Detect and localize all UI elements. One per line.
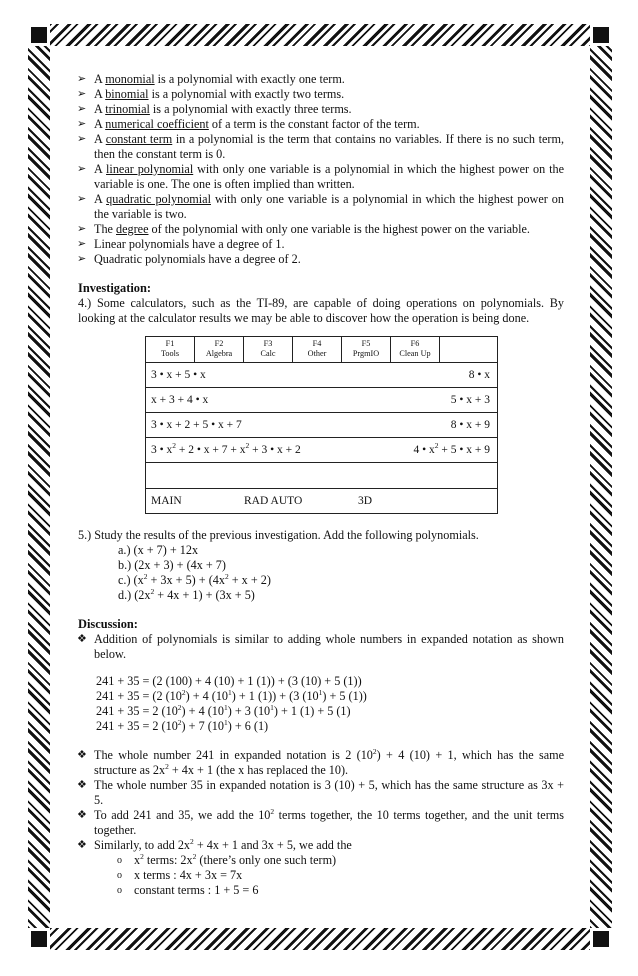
arrow-bullet-icon: ➢ bbox=[77, 73, 87, 85]
discussion-points bbox=[78, 748, 564, 898]
exercise-item: c.) $(x^2 + 3x + 5) + (4x^2 + x + 2)$ bbox=[118, 571, 271, 587]
list-item: ➢ Quadratic polynomials have a degree of 2. bbox=[77, 252, 301, 266]
diamond-bullet-icon: ❖ bbox=[77, 779, 87, 791]
decorative-border-right bbox=[590, 24, 612, 950]
calculator-history-row: x + 3 + 4 • x 5 • x + 3 bbox=[146, 388, 497, 413]
equation-line: 241 + 35 = (2 (100) + 4 (10) + 1 (1)) + (3 (10) + 5 (1)) bbox=[96, 674, 362, 688]
study-intro: 5.) Study the results of the previous investigation. Add the following polynomials. bbox=[78, 528, 479, 542]
circle-bullet-icon: o bbox=[117, 885, 122, 896]
diamond-bullet-icon: ❖ bbox=[77, 633, 87, 645]
arrow-bullet-icon: ➢ bbox=[77, 88, 87, 100]
decorative-border-bottom bbox=[28, 928, 610, 950]
calculator-menu-bar bbox=[146, 337, 497, 363]
calculator-history-row: 3 • x + 5 • x 8 • x bbox=[146, 363, 497, 388]
list-item: ➢ A constant term in a polynomial is the term that contains no variables. If there is no such term, then the constant term is 0. bbox=[77, 132, 564, 161]
arrow-bullet-icon: ➢ bbox=[77, 163, 87, 175]
border-corner-icon bbox=[28, 928, 50, 950]
document-body bbox=[78, 72, 564, 898]
arrow-bullet-icon: ➢ bbox=[77, 223, 87, 235]
expanded-notation-example bbox=[78, 674, 564, 734]
equation-line: 241 + 35 = 2 $(10^2) + 4$ $(10^1) + 3$ $(10^1) + 1$ (1) + 5 (1) bbox=[96, 702, 351, 718]
calculator-entry-line bbox=[146, 463, 497, 489]
exercise-item: d.) $(2x^2 + 4x + 1) + (3x + 5)$ bbox=[118, 586, 255, 602]
list-item: ➢ A binomial is a polynomial with exactly two terms. bbox=[77, 87, 345, 101]
list-item: ❖ Similarly, to add $2x^2 + 4x + 1$ and 3x + 5, we add the bbox=[77, 836, 352, 852]
list-item: ➢ A trinomial is a polynomial with exactly three terms. bbox=[77, 102, 352, 116]
list-item: ➢ A linear polynomial with only one variable is a polynomial in which the highest power on the variable is one. The one is often implied than written. bbox=[77, 162, 564, 191]
sub-list-item: o $x^2$ terms: $2x^2$ (there’s only one such term) bbox=[117, 851, 337, 867]
list-item: ➢ The degree of the polynomial with only one variable is the highest power on the variable. bbox=[77, 222, 530, 236]
calculator-history-row: 3 • x + 2 + 5 • x + 7 8 • x + 9 bbox=[146, 413, 497, 438]
discussion-heading: Discussion: bbox=[78, 617, 138, 631]
arrow-bullet-icon: ➢ bbox=[77, 238, 87, 250]
list-item: ➢ A numerical coefficient of a term is the constant factor of the term. bbox=[77, 117, 420, 131]
circle-bullet-icon: o bbox=[117, 855, 122, 866]
arrow-bullet-icon: ➢ bbox=[77, 193, 87, 205]
border-corner-icon bbox=[28, 24, 50, 46]
list-item: ❖ To add 241 and 35, we add the $10^2$ terms together, the 10 terms together, and the unit terms together. bbox=[77, 806, 565, 837]
list-item: ❖ Addition of polynomials is similar to adding whole numbers in expanded notation as shown below. bbox=[77, 632, 564, 661]
calculator-history-row: 3 • $x^2 + 2$ • $x + 7 + x^2 + 3$ • x + 2 4 • $x^2 + 5$ • x + 9 bbox=[146, 438, 497, 463]
list-item: ❖ The whole number 241 in expanded notation is 2 $(10^2) + 4$ (10) + 1, which has the same structure as $2x^2 + 4x + 1$ (the x has replaced the 10). bbox=[77, 746, 564, 777]
circle-bullet-icon: o bbox=[117, 870, 122, 881]
list-item: ➢ A monomial is a polynomial with exactly one term. bbox=[77, 72, 345, 86]
decorative-border-top bbox=[28, 24, 610, 46]
menu-key-f3: F3 Calc bbox=[244, 337, 293, 362]
arrow-bullet-icon: ➢ bbox=[77, 133, 87, 145]
list-item: ➢ A quadratic polynomial with only one variable is a polynomial in which the highest power on the variable is two. bbox=[77, 192, 564, 221]
equation-line: 241 + 35 = (2 $(10^2) + 4$ $(10^1) + 1$ (1)) + (3 $(10^1) + 5$ (1)) bbox=[96, 687, 367, 703]
sub-list-item: o constant terms : 1 + 5 = 6 bbox=[117, 883, 259, 897]
menu-key-f6: F6 Clean Up bbox=[391, 337, 440, 362]
list-item: ➢ Linear polynomials have a degree of 1. bbox=[77, 237, 285, 251]
exercise-item: b.) (2x + 3) + (4x + 7) bbox=[118, 558, 226, 572]
definitions-list bbox=[78, 72, 564, 267]
menu-key-f1: F1 Tools bbox=[146, 337, 195, 362]
diamond-bullet-icon: ❖ bbox=[77, 839, 87, 851]
diamond-bullet-icon: ❖ bbox=[77, 749, 87, 761]
decorative-border-left bbox=[28, 24, 50, 950]
calculator-status-bar: MAIN RAD AUTO 3D bbox=[151, 495, 373, 507]
investigation-text: 4.) Some calculators, such as the TI-89, are capable of doing operations on polynomials. By looking at the calculator results we may be able to discover how the operation is being done. bbox=[78, 296, 564, 325]
border-corner-icon bbox=[590, 928, 612, 950]
diamond-bullet-icon: ❖ bbox=[77, 809, 87, 821]
investigation-heading: Investigation: bbox=[78, 281, 151, 295]
calculator-screen bbox=[145, 336, 498, 514]
sub-list-item: o x terms : 4x + 3x = 7x bbox=[117, 868, 243, 882]
menu-key-f4: F4 Other bbox=[293, 337, 342, 362]
study-exercises bbox=[78, 543, 564, 603]
list-item: ❖ The whole number 35 in expanded notation is 3 (10) + 5, which has the same structure as 3x + 5. bbox=[77, 778, 564, 807]
arrow-bullet-icon: ➢ bbox=[77, 253, 87, 265]
exercise-item: a.) (x + 7) + 12x bbox=[118, 543, 199, 557]
equation-line: 241 + 35 = 2 $(10^2) + 7$ $(10^1) + 6$ (1) bbox=[96, 717, 269, 733]
arrow-bullet-icon: ➢ bbox=[77, 118, 87, 130]
menu-key-f5: F5 PrgmIO bbox=[342, 337, 391, 362]
arrow-bullet-icon: ➢ bbox=[77, 103, 87, 115]
menu-key-f2: F2 Algebra bbox=[195, 337, 244, 362]
border-corner-icon bbox=[590, 24, 612, 46]
